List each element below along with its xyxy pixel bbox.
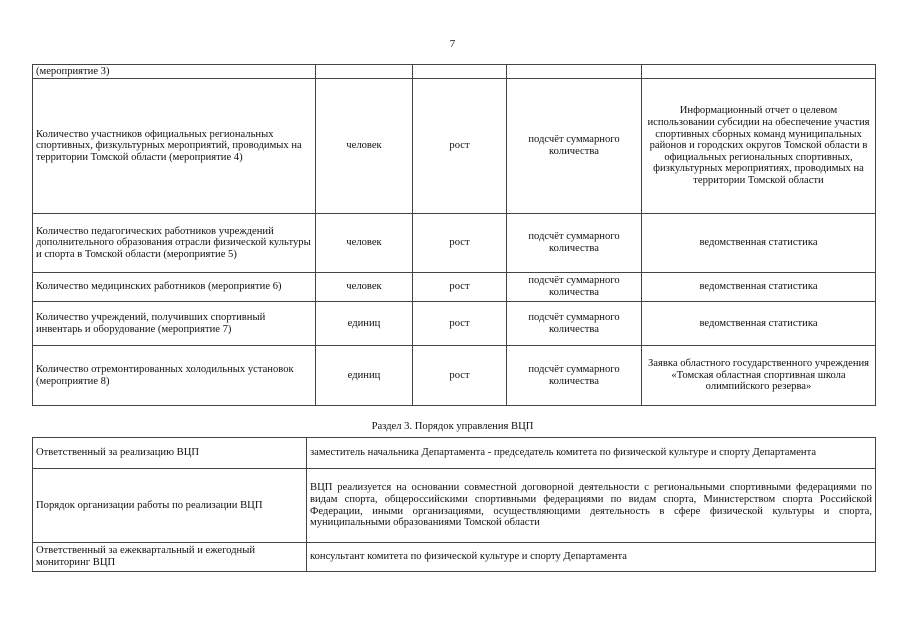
- unit-cell: [316, 65, 413, 79]
- table-row: [33, 302, 876, 346]
- management-table: [32, 437, 876, 572]
- indicators-table: [32, 64, 876, 406]
- value-cell: ВЦП реализуется на основании совместной договорной деятельности с региональными спортивными федерациями по видам спорта, общероссийскими спортивными федерациями по видам спорта, Министерством спорта Российской Федерации, иными организациями, осуществляющими деятельность в сфере физической культуры и спорта, муниципальными образованиями Томской области: [307, 469, 876, 543]
- indicator-cell: Количество учреждений, получивших спортивный инвентарь и оборудование (мероприятие 7): [33, 302, 316, 346]
- value-cell: консультант комитета по физической культуре и спорту Департамента: [307, 543, 876, 572]
- label-cell: Порядок организации работы по реализации ВЦП: [33, 469, 307, 543]
- label-cell: Ответственный за ежеквартальный и ежегодный мониторинг ВЦП: [33, 543, 307, 572]
- unit-cell: человек: [316, 214, 413, 273]
- indicator-cell: Количество педагогических работников учреждений дополнительного образования отрасли физической культуры и спорта в Томской области (мероприятие 5): [33, 214, 316, 273]
- trend-cell: [413, 65, 507, 79]
- trend-cell: рост: [413, 214, 507, 273]
- label-cell: Ответственный за реализацию ВЦП: [33, 438, 307, 469]
- section-title: Раздел 3. Порядок управления ВЦП: [371, 421, 534, 432]
- indicator-cell: (мероприятие 3): [33, 65, 316, 79]
- source-cell: [642, 65, 876, 79]
- indicator-cell: Количество отремонтированных холодильных установок (мероприятие 8): [33, 346, 316, 406]
- source-cell: ведомственная статистика: [642, 214, 876, 273]
- indicator-cell: Количество участников официальных региональных спортивных, физкультурных мероприятий, проводимых на территории Томской области (мероприятие 4): [33, 79, 316, 214]
- table-row: [33, 346, 876, 406]
- method-cell: подсчёт суммарного количества: [507, 346, 642, 406]
- table-row: [33, 438, 876, 469]
- unit-cell: единиц: [316, 302, 413, 346]
- unit-cell: человек: [316, 273, 413, 302]
- source-cell: Информационный отчет о целевом использовании субсидии на обеспечение участия спортивных сборных команд муниципальных районов и городских округов Томской области в официальных региональных спортивных, физкультурных мероприятиях, проводимых на территории Томской области: [642, 79, 876, 214]
- source-cell: Заявка областного государственного учреждения «Томская областная спортивная школа олимпийского резерва»: [642, 346, 876, 406]
- source-cell: ведомственная статистика: [642, 302, 876, 346]
- table-row: [33, 273, 876, 302]
- indicator-cell: Количество медицинских работников (мероприятие 6): [33, 273, 316, 302]
- method-cell: подсчёт суммарного количества: [507, 273, 642, 302]
- method-cell: [507, 65, 642, 79]
- trend-cell: рост: [413, 346, 507, 406]
- source-cell: ведомственная статистика: [642, 273, 876, 302]
- trend-cell: рост: [413, 302, 507, 346]
- value-cell: заместитель начальника Департамента - председатель комитета по физической культуре и спорту Департамента: [307, 438, 876, 469]
- table-row: [33, 543, 876, 572]
- method-cell: подсчёт суммарного количества: [507, 302, 642, 346]
- table-row: [33, 79, 876, 214]
- unit-cell: единиц: [316, 346, 413, 406]
- table-row: [33, 65, 876, 79]
- page-number: 7: [449, 38, 456, 50]
- method-cell: подсчёт суммарного количества: [507, 214, 642, 273]
- table-row: [33, 214, 876, 273]
- trend-cell: рост: [413, 79, 507, 214]
- method-cell: подсчёт суммарного количества: [507, 79, 642, 214]
- trend-cell: рост: [413, 273, 507, 302]
- table-row: [33, 469, 876, 543]
- unit-cell: человек: [316, 79, 413, 214]
